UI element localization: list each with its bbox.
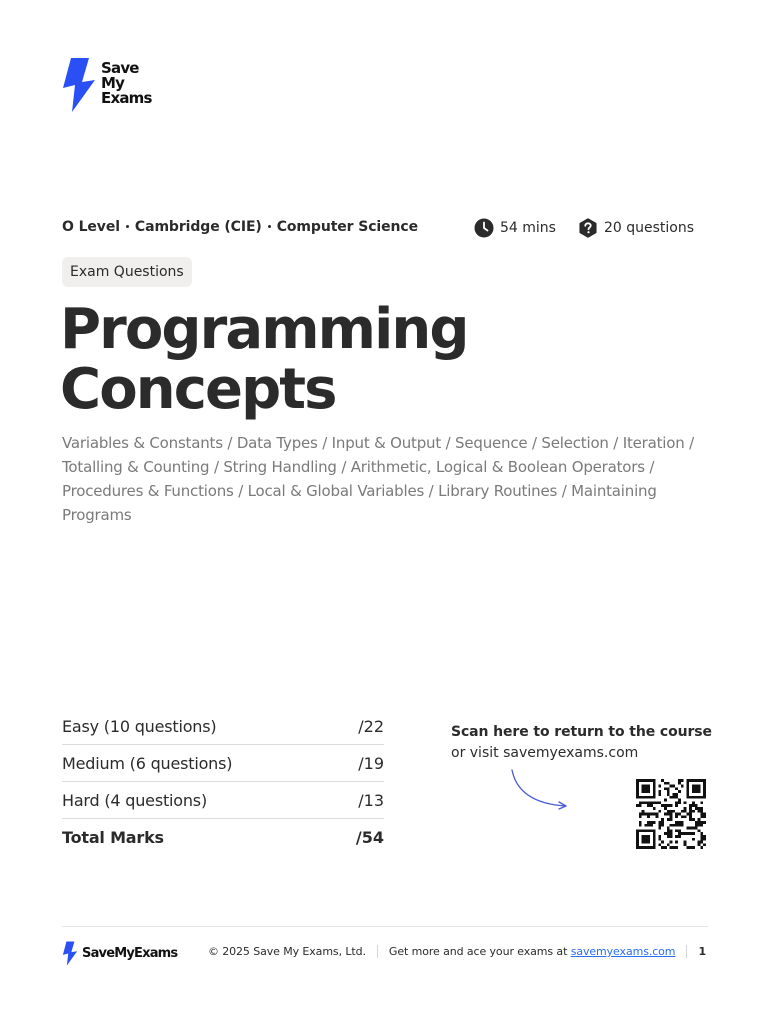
footer-logo [62,941,177,966]
resource-type-badge: Exam Questions [62,257,192,287]
copyright-text: © 2025 Save My Exams, Ltd. [207,945,366,958]
footer-cta: Get more and ace your exams at [388,945,568,958]
scan-title: Scan here to return to the course [451,724,712,740]
marks-row-label: Medium (6 questions) [62,754,233,773]
breadcrumb-subject: Computer Science [276,219,418,235]
marks-row-label: Total Marks [62,828,164,847]
breadcrumb-level: O Level [62,219,120,235]
marks-row-total [62,819,384,856]
marks-row-value: /19 [358,754,384,773]
marks-table [62,708,384,856]
footer-link[interactable]: savemyexams.com [570,945,676,958]
duration-stat [474,218,556,238]
marks-row-medium [62,745,384,782]
question-circle-icon [578,218,598,238]
brand-logo [61,58,152,112]
breadcrumb [62,219,418,235]
marks-row-label: Hard (4 questions) [62,791,207,810]
footer-separator [686,945,687,958]
footer-info [208,945,706,958]
breadcrumb-board: Cambridge (CIE) [134,219,262,235]
marks-row-value: /22 [358,717,384,736]
brand-wordmark: Save My Exams [101,59,152,107]
marks-row-hard [62,782,384,819]
footer-separator [377,945,378,958]
lightning-bolt-icon [61,58,97,112]
marks-row-value: /54 [355,828,384,847]
title-line-2: Concepts [60,357,336,422]
separator-dot [126,225,129,228]
footer-brand-name: SaveMyExams [82,946,178,961]
lightning-bolt-icon [62,941,78,966]
footer-divider [62,926,708,927]
marks-row-label: Easy (10 questions) [62,717,217,736]
page-title [60,297,468,422]
topics-list: Variables & Constants / Data Types / Input & Output / Sequence / Selection / Iteration / Totalling & Counting / String Handling / Arithmetic, Logical & Boolean Operators / Procedures & Functions / Local & Global Variables / Library Routines / Maintaining Programs [62,434,694,524]
clock-icon [474,218,494,238]
questions-stat [578,218,694,238]
title-line-1: Programming [60,297,468,362]
marks-row-easy [62,708,384,745]
curved-arrow-icon [508,768,572,812]
meta-row [62,218,708,238]
separator-dot [268,225,271,228]
scan-subtitle: or visit savemyexams.com [451,745,639,761]
qr-code[interactable] [634,779,708,849]
questions-text: 20 questions [604,220,695,236]
scan-block [451,722,712,764]
marks-row-value: /13 [358,791,384,810]
duration-text: 54 mins [500,220,556,236]
page-number: 1 [698,945,706,958]
